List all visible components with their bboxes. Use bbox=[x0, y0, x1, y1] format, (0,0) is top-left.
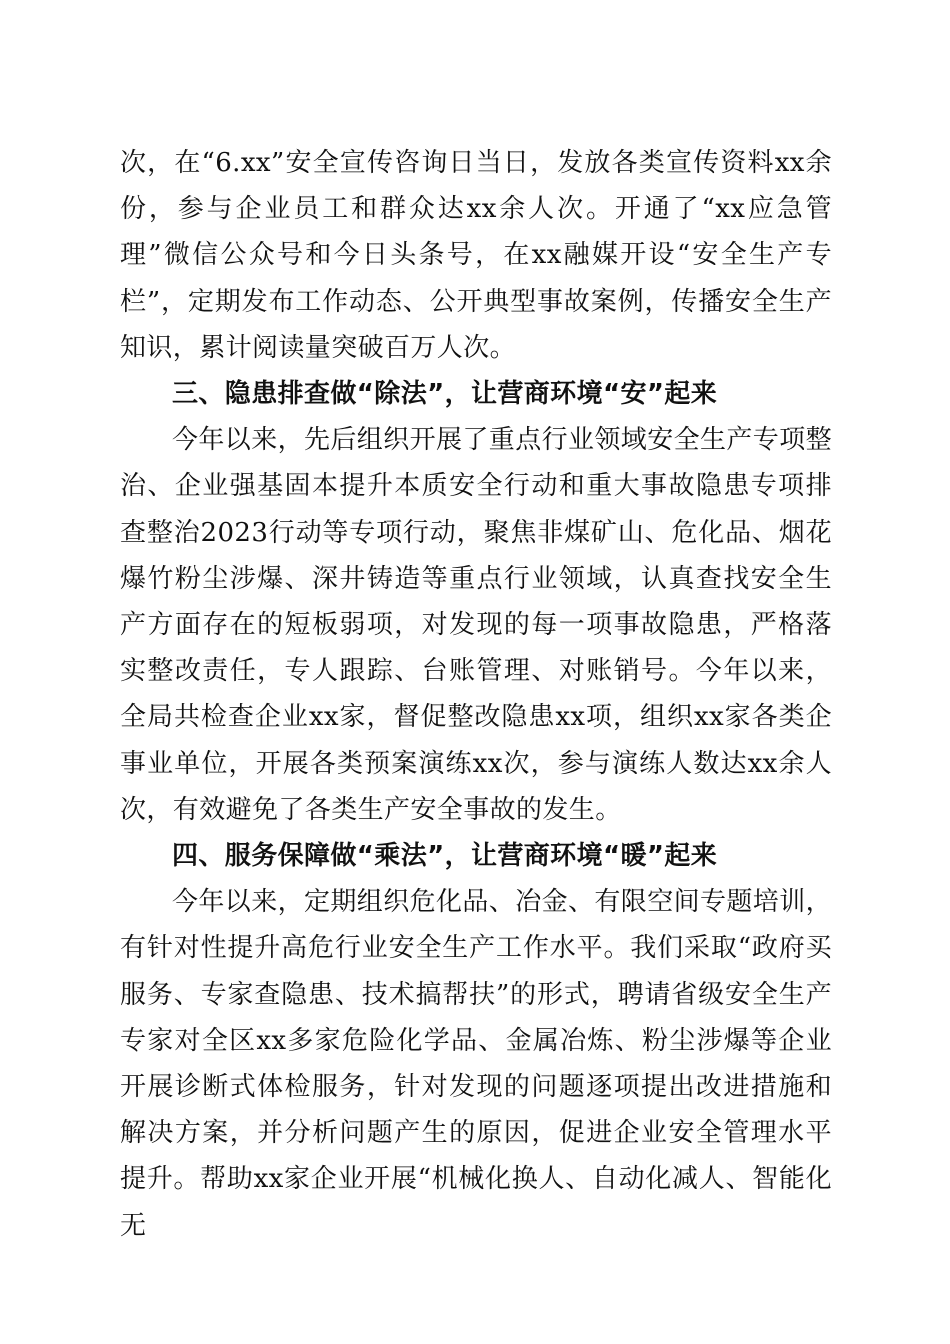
document-body bbox=[120, 140, 832, 1249]
paragraph-continued: 次，在“6.xx”安全宣传咨询日当日，发放各类宣传资料xx余份，参与企业员工和群众达xx余人次。开通了“xx应急管理”微信公众号和今日头条号，在xx融媒开设“安全生产专栏”，定期发布工作动态、公开典型事故案例，传播安全生产知识，累计阅读量突破百万人次。 bbox=[120, 148, 832, 363]
paragraph-section-4: 今年以来，定期组织危化品、冶金、有限空间专题培训，有针对性提升高危行业安全生产工作水平。我们采取“政府买服务、专家查隐患、技术搞帮扶”的形式，聘请省级安全生产专家对全区xx多家危险化学品、金属冶炼、粉尘涉爆等企业开展诊断式体检服务，针对发现的问题逐项提出改进措施和解决方案，并分析问题产生的原因，促进企业安全管理水平提升。帮助xx家企业开展“机械化换人、自动化减人、智能化无 bbox=[120, 887, 833, 1241]
section-heading-4: 四、服务保障做“乘法”，让营商环境“暖”起来 bbox=[172, 841, 718, 872]
section-heading-3: 三、隐患排查做“除法”，让营商环境“安”起来 bbox=[172, 379, 718, 410]
paragraph-section-3: 今年以来，先后组织开展了重点行业领域安全生产专项整治、企业强基固本提升本质安全行动和重大事故隐患专项排查整治2023行动等专项行动，聚焦非煤矿山、危化品、烟花爆竹粉尘涉爆、深井铸造等重点行业领域，认真查找安全生产方面存在的短板弱项，对发现的每一项事故隐患，严格落实整改责任，专人跟踪、台账管理、对账销号。今年以来，全局共检查企业xx家，督促整改隐患xx项，组织xx家各类企事业单位，开展各类预案演练xx次，参与演练人数达xx余人次，有效避免了各类生产安全事故的发生。 bbox=[120, 425, 833, 825]
